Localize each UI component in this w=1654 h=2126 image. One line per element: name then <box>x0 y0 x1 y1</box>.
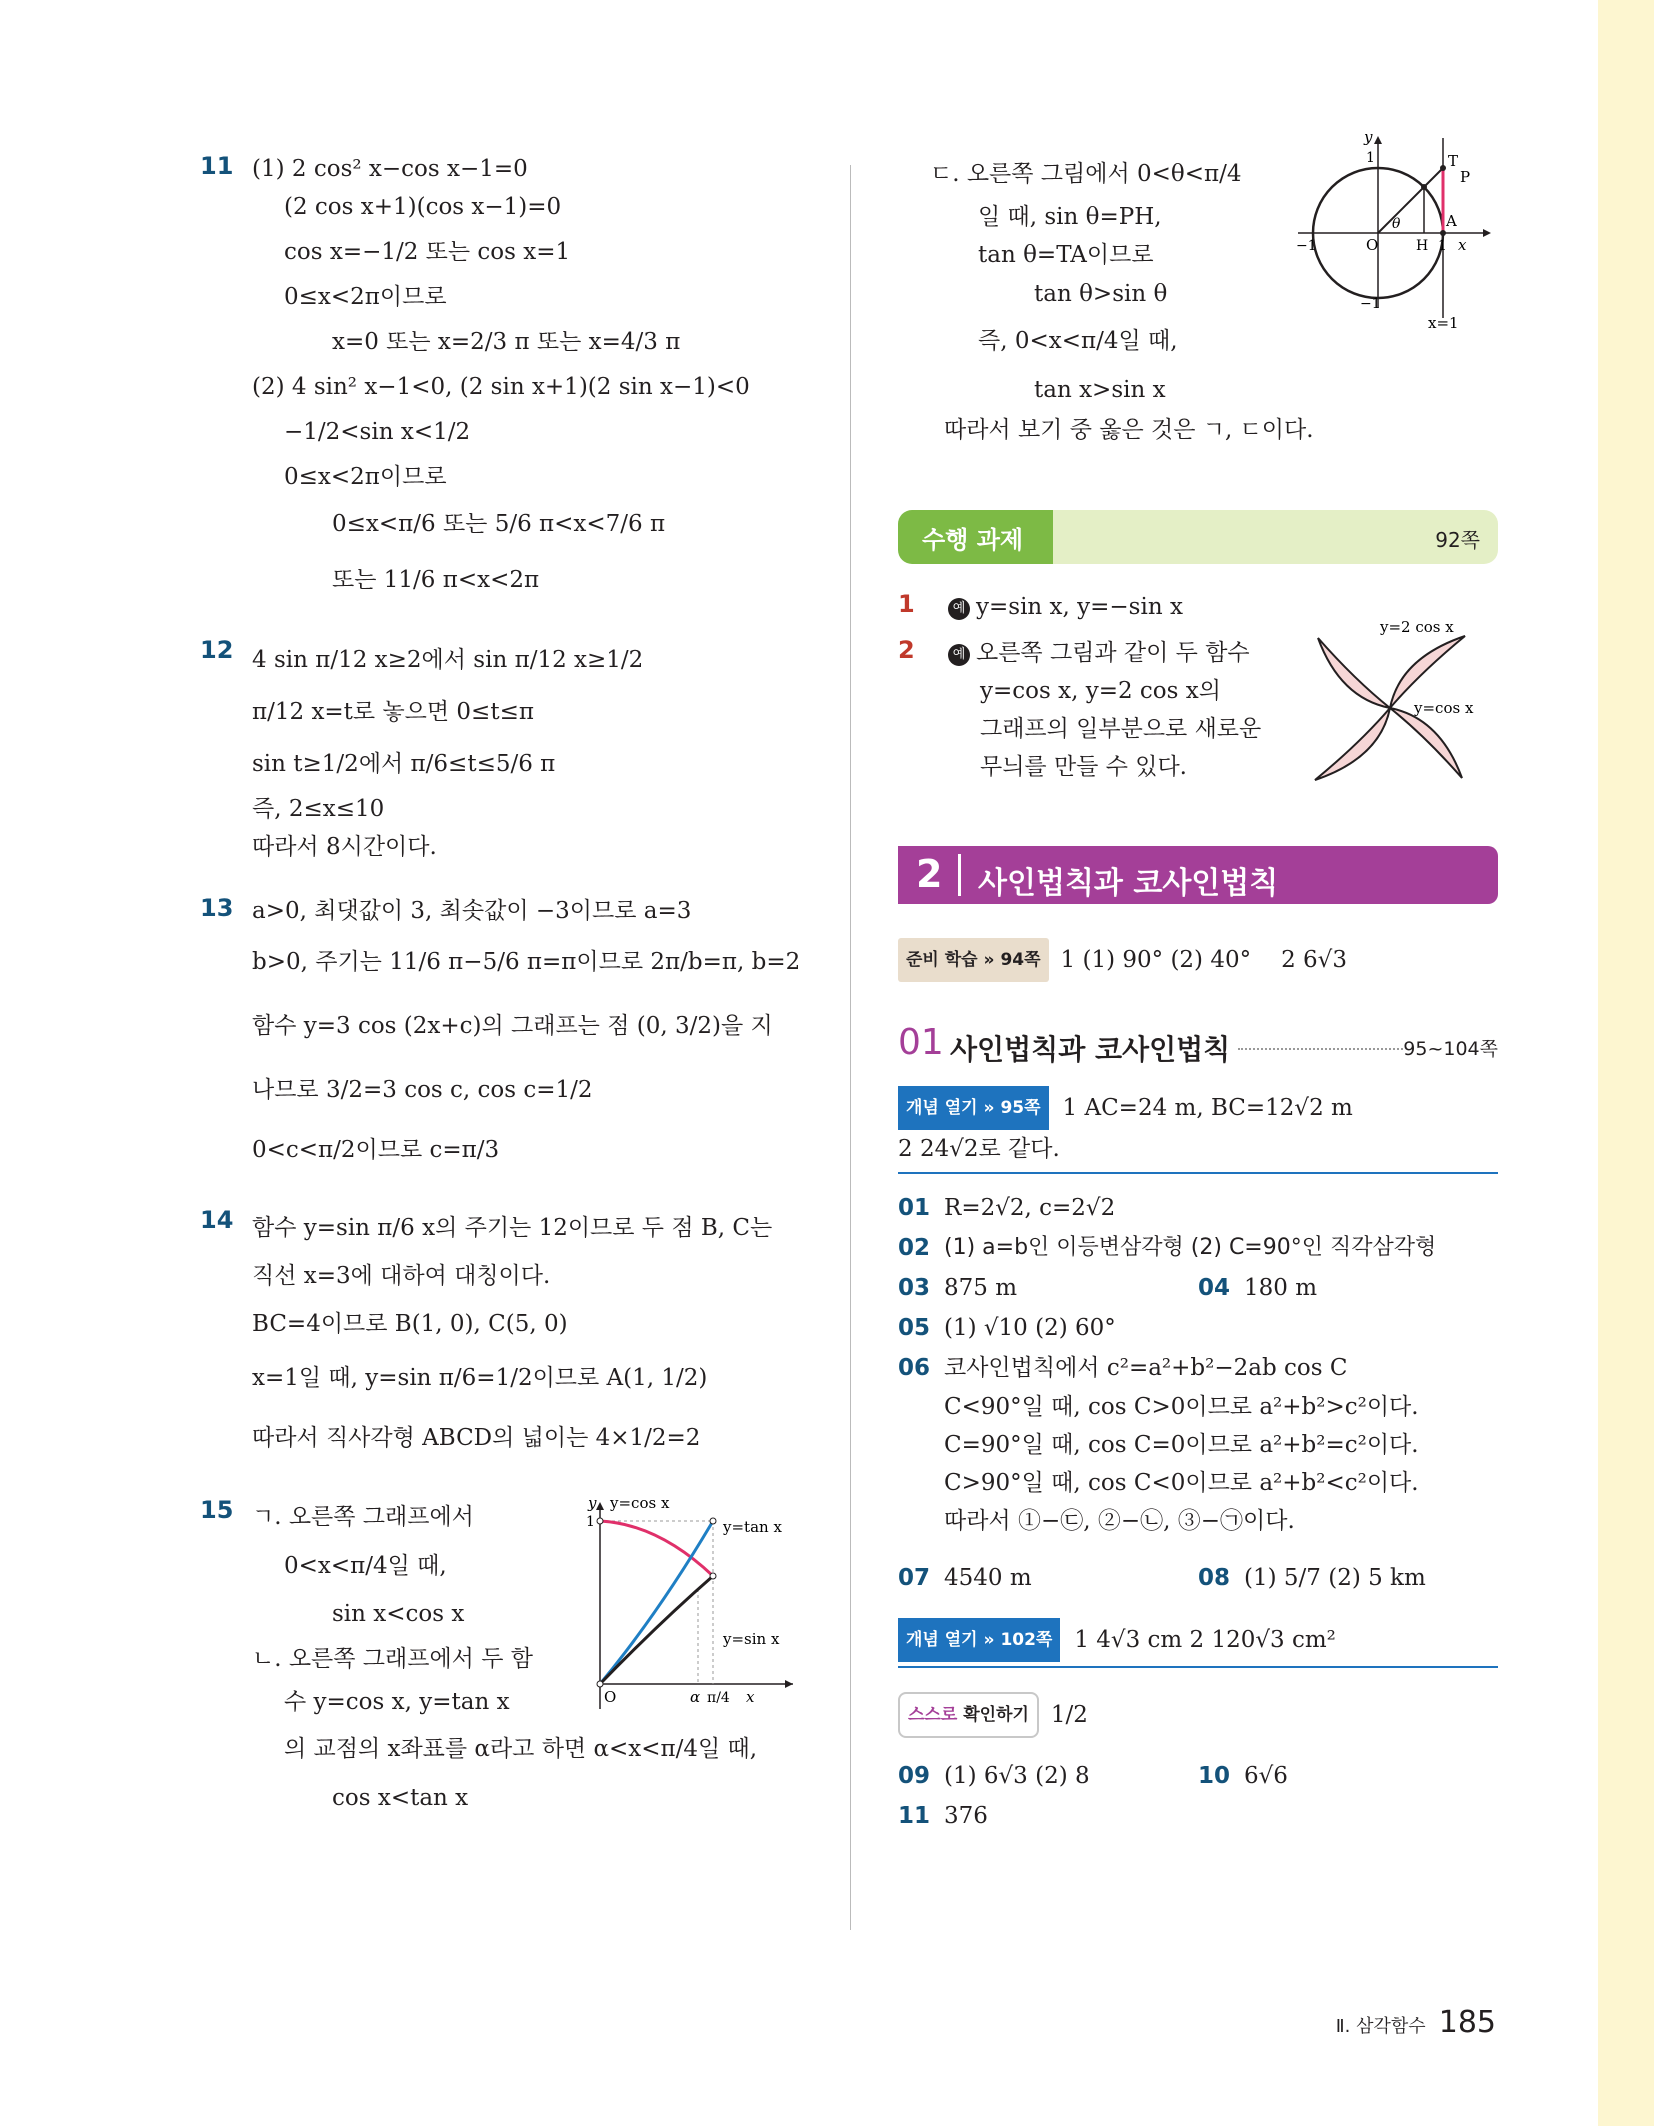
line: 일 때, sin θ=PH, <box>978 204 1162 230</box>
petal <box>1315 708 1390 780</box>
answer-03-04: 03 875 m 04 180 m <box>898 1275 1318 1301</box>
line: 함수 y=sin π/6 x의 주기는 12이므로 두 점 B, C는 <box>252 1215 773 1241</box>
answers-2 <box>898 1756 1498 1836</box>
point <box>710 1518 716 1524</box>
answer-02: 02 (1) a=b인 이등변삼각형 (2) C=90°인 직각삼각형 <box>898 1235 1437 1261</box>
task-text: 그래프의 일부분으로 새로운 <box>980 716 1262 742</box>
concept-line: 1 4√3 cm 2 120√3 cm² <box>1074 1627 1336 1653</box>
line: cos x=−1/2 또는 cos x=1 <box>284 239 571 265</box>
concept-badge: 개념 열기 » 102쪽 <box>898 1618 1060 1662</box>
line: tan θ=TA이므로 <box>978 242 1154 268</box>
line: 0<x<π/4일 때, <box>284 1553 447 1579</box>
task-banner <box>898 510 1498 564</box>
line: 4 sin π/12 x≥2에서 sin π/12 x≥1/2 <box>252 647 644 673</box>
x-label: x <box>1458 236 1467 254</box>
line: 따라서 8시간이다. <box>252 834 437 860</box>
line: ㄴ. 오른쪽 그래프에서 두 함 <box>252 1646 533 1672</box>
pinwheel-label-a: y=2 cos x <box>1380 618 1454 636</box>
line: 의 교점의 x좌표를 α라고 하면 α<x<π/4일 때, <box>284 1736 758 1762</box>
self-check-row <box>898 1692 1498 1738</box>
line: 즉, 0<x<π/4일 때, <box>978 328 1178 354</box>
problem-number: 11 <box>200 152 234 180</box>
footer-chapter: Ⅱ. 삼각함수 <box>1335 2016 1426 2037</box>
x-axis-arrow-icon <box>785 1680 793 1688</box>
line: 함수 y=3 cos (2x+c)의 그래프는 점 (0, 3/2)을 지 <box>252 1013 773 1039</box>
line: 또는 11/6 π<x<2π <box>332 567 540 593</box>
point <box>597 1518 603 1524</box>
p-label: P <box>1460 168 1471 186</box>
task-items <box>898 588 1498 788</box>
line: −1/2<sin x<1/2 <box>284 419 471 445</box>
one-right-label: 1 <box>1438 238 1447 254</box>
prep-badge: 준비 학습 » 94쪽 <box>898 938 1049 982</box>
line: 수 y=cos x, y=tan x <box>284 1689 510 1715</box>
problem-number: 13 <box>200 894 234 922</box>
answer-09-10: 09 (1) 6√3 (2) 8 10 6√6 <box>898 1763 1288 1789</box>
task-text: y=cos x, y=2 cos x의 <box>980 678 1221 704</box>
point <box>597 1681 603 1687</box>
problem-number: 15 <box>200 1496 234 1524</box>
x-eq-1-label: x=1 <box>1428 314 1459 332</box>
line: tan x>sin x <box>1034 377 1166 403</box>
theta-label: θ <box>1392 216 1401 232</box>
line: 0≤x<2π이므로 <box>284 284 447 310</box>
chapter-title: 사인법칙과 코사인법칙 <box>978 866 1279 901</box>
problem-number: 14 <box>200 1206 234 1234</box>
line: 따라서 보기 중 옳은 것은 ㄱ, ㄷ이다. <box>944 417 1314 443</box>
section-number: 01 <box>898 1022 944 1063</box>
t-label: T <box>1448 152 1459 170</box>
section-pages: 95~104쪽 <box>1403 1038 1498 1060</box>
problem-13 <box>200 892 820 1178</box>
origin-label: O <box>1366 236 1379 254</box>
leader-dots <box>1238 1048 1403 1050</box>
page-footer <box>1336 2005 1496 2040</box>
trig-graph-figure <box>568 1494 808 1724</box>
line: 직선 x=3에 대하여 대칭이다. <box>252 1263 551 1289</box>
pinwheel-label-b: y=cos x <box>1414 699 1474 717</box>
line: π/12 x=t로 놓으면 0≤t≤π <box>252 699 534 725</box>
task-text: 오른쪽 그림과 같이 두 함수 <box>976 640 1250 666</box>
y-label: y <box>1364 128 1373 146</box>
tan-label: y=tan x <box>723 1518 782 1536</box>
prep-answer-2: 2 6√3 <box>1281 947 1347 973</box>
answer-05: 05 (1) √10 (2) 60° <box>898 1315 1116 1341</box>
example-badge: 예 <box>948 644 970 666</box>
side-strip <box>1598 0 1654 2126</box>
sin-label: y=sin x <box>723 1630 780 1648</box>
minus-one-bottom-label: −1 <box>1360 296 1381 312</box>
alpha-label: α <box>690 1688 701 1706</box>
problem-11 <box>200 150 820 608</box>
petal <box>1390 708 1462 778</box>
self-check-value: 1/2 <box>1050 1702 1088 1728</box>
problem-15 <box>200 1494 820 1824</box>
problem-14 <box>200 1204 820 1468</box>
answer-11: 11 376 <box>898 1803 988 1829</box>
point-t <box>1440 165 1446 171</box>
task-text: y=sin x, y=−sin x <box>976 594 1183 620</box>
concept-line: 1 AC=24 m, BC=12√2 m <box>1062 1095 1353 1121</box>
column-divider <box>850 165 851 1930</box>
line: (1) 2 cos² x−cos x−1=0 <box>252 156 528 182</box>
task-text: 무늬를 만들 수 있다. <box>980 754 1187 780</box>
line: a>0, 최댓값이 3, 최솟값이 −3이므로 a=3 <box>252 898 692 924</box>
line: 0≤x<2π이므로 <box>284 464 447 490</box>
concept-line: 2 24√2로 같다. <box>898 1136 1060 1162</box>
point-a <box>1440 230 1446 236</box>
task-title: 수행 과제 <box>922 526 1024 554</box>
minus-one-left-label: −1 <box>1296 238 1317 254</box>
line: 따라서 직사각형 ABCD의 넓이는 4×1/2=2 <box>252 1425 701 1451</box>
a-label: A <box>1446 212 1457 230</box>
task-number: 2 <box>898 636 915 664</box>
chapter-divider <box>958 854 961 896</box>
point-p <box>1421 184 1427 190</box>
answers <box>898 1188 1498 1598</box>
line: cos x<tan x <box>332 1785 469 1811</box>
line: (2) 4 sin² x−1<0, (2 sin x+1)(2 sin x−1)<0 <box>252 374 750 400</box>
one-label: 1 <box>586 1514 595 1530</box>
origin-label: O <box>604 1688 617 1706</box>
prep-row <box>898 938 1498 982</box>
example-badge: 예 <box>948 598 970 620</box>
problem-12 <box>200 634 820 866</box>
chapter-banner <box>898 846 1498 904</box>
line: 즉, 2≤x≤10 <box>252 796 385 822</box>
x-axis-arrow-icon <box>1483 229 1491 237</box>
line: x=0 또는 x=2/3 π 또는 x=4/3 π <box>332 329 681 355</box>
pi4-label: π/4 <box>707 1690 730 1706</box>
petal <box>1390 636 1465 708</box>
tan-curve <box>600 1521 713 1684</box>
line: BC=4이므로 B(1, 0), C(5, 0) <box>252 1311 568 1337</box>
concept-2 <box>898 1618 1498 1668</box>
task-page: 92쪽 <box>1435 528 1480 552</box>
line: ㄱ. 오른쪽 그래프에서 <box>252 1504 474 1530</box>
y-axis-arrow-icon <box>596 1502 604 1510</box>
left-column <box>200 150 820 1850</box>
prep-answer-1: 1 (1) 90° (2) 40° <box>1060 947 1252 973</box>
answer-07-08: 07 4540 m 08 (1) 5/7 (2) 5 km <box>898 1565 1426 1591</box>
line: tan θ>sin θ <box>1034 281 1168 307</box>
pinwheel-figure <box>1290 618 1500 798</box>
line: sin x<cos x <box>332 1601 465 1627</box>
unit-circle-figure <box>1288 128 1498 338</box>
point <box>710 1573 716 1579</box>
concept-1 <box>898 1086 1498 1174</box>
y-axis-arrow-icon <box>1374 136 1382 144</box>
line: (2 cos x+1)(cos x−1)=0 <box>284 194 562 220</box>
problem-number: 12 <box>200 636 234 664</box>
sin-curve <box>600 1576 713 1684</box>
petal <box>1318 638 1390 708</box>
one-top-label: 1 <box>1366 150 1375 166</box>
line: 0<c<π/2이므로 c=π/3 <box>252 1137 500 1163</box>
task-number: 1 <box>898 590 915 618</box>
line: 나므로 3/2=3 cos c, cos c=1/2 <box>252 1077 593 1103</box>
line: b>0, 주기는 11/6 π−5/6 π=π이므로 2π/b=π, b=2 <box>252 949 801 975</box>
section-title: 사인법칙과 코사인법칙 <box>950 1033 1231 1066</box>
page-number: 185 <box>1438 2005 1496 2040</box>
answer-01: 01 R=2√2, c=2√2 <box>898 1195 1116 1221</box>
line: x=1일 때, y=sin π/6=1/2이므로 A(1, 1/2) <box>252 1365 708 1391</box>
right-column <box>898 128 1498 1836</box>
x-axis-label: x <box>746 1688 755 1706</box>
self-check-badge: 스스로 확인하기 <box>898 1692 1039 1738</box>
section-heading <box>898 1022 1498 1070</box>
line: sin t≥1/2에서 π/6≤t≤5/6 π <box>252 751 556 777</box>
concept-badge: 개념 열기 » 95쪽 <box>898 1086 1049 1130</box>
line: 0≤x<π/6 또는 5/6 π<x<7/6 π <box>332 511 666 537</box>
line: ㄷ. 오른쪽 그림에서 0<θ<π/4 <box>930 161 1242 187</box>
cos-label: y=cos x <box>610 1494 670 1512</box>
answer-06: 06 코사인법칙에서 c²=a²+b²−2ab cos C C<90°일 때, cos C>0이므로 a²+b²>c²이다. C=90°일 때, cos C=0이므로 a²+b²=c²이다. C>90°일 때, cos C<0이므로 a²+b²<c²이다. 따라서 ①−㉢, ②−㉡, ③−㉠이다. <box>898 1355 1419 1534</box>
y-axis-label: y <box>588 1494 597 1512</box>
h-label: H <box>1416 238 1429 254</box>
problem-15-continued <box>898 128 1498 470</box>
chapter-number: 2 <box>916 852 943 896</box>
